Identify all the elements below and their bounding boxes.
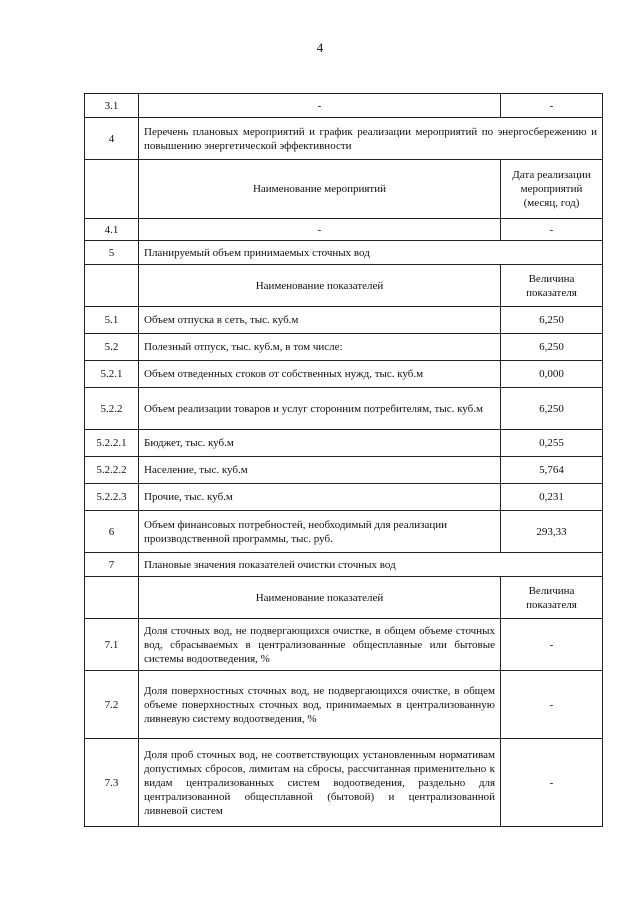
column-header-value: Величина показателя bbox=[501, 577, 603, 619]
header-row bbox=[85, 265, 603, 307]
row-name: Бюджет, тыс. куб.м bbox=[139, 430, 501, 457]
row-value: 0,231 bbox=[501, 484, 603, 511]
empty-cell bbox=[85, 160, 139, 219]
row-value: - bbox=[501, 739, 603, 827]
row-number: 5.2.2.2 bbox=[85, 457, 139, 484]
row-number: 5.2 bbox=[85, 334, 139, 361]
row-name: Полезный отпуск, тыс. куб.м, в том числе: bbox=[139, 334, 501, 361]
row-number: 7.2 bbox=[85, 671, 139, 739]
row-name: Объем отпуска в сеть, тыс. куб.м bbox=[139, 307, 501, 334]
column-header-value: Величина показателя bbox=[501, 265, 603, 307]
table-row bbox=[85, 94, 603, 118]
page-number: 4 bbox=[316, 40, 324, 55]
section-title: Планируемый объем принимаемых сточных вод bbox=[139, 241, 603, 265]
row-number: 3.1 bbox=[85, 94, 139, 118]
row-value: 0,000 bbox=[501, 361, 603, 388]
empty-cell bbox=[85, 577, 139, 619]
header-row bbox=[85, 160, 603, 219]
column-header-name: Наименование показателей bbox=[139, 265, 501, 307]
section-number: 4 bbox=[85, 118, 139, 160]
row-number: 5.1 bbox=[85, 307, 139, 334]
row-value: 6,250 bbox=[501, 307, 603, 334]
row-value: - bbox=[501, 219, 603, 241]
header-row bbox=[85, 577, 603, 619]
production-program-table bbox=[84, 93, 603, 827]
row-name: Объем реализации товаров и услуг сторонним потребителям, тыс. куб.м bbox=[139, 388, 501, 430]
row-number: 7.1 bbox=[85, 619, 139, 671]
table-row bbox=[85, 511, 603, 553]
row-value: 5,764 bbox=[501, 457, 603, 484]
section-row bbox=[85, 241, 603, 265]
column-header-value: Дата реализации мероприятий (месяц, год) bbox=[501, 160, 603, 219]
section-row bbox=[85, 553, 603, 577]
table-row bbox=[85, 484, 603, 511]
table-row bbox=[85, 307, 603, 334]
column-header-name: Наименование показателей bbox=[139, 577, 501, 619]
row-number: 5.2.2.3 bbox=[85, 484, 139, 511]
row-name: - bbox=[139, 94, 501, 118]
row-value: 293,33 bbox=[501, 511, 603, 553]
row-number: 5.2.2 bbox=[85, 388, 139, 430]
row-number: 5.2.1 bbox=[85, 361, 139, 388]
section-title: Плановые значения показателей очистки сточных вод bbox=[139, 553, 603, 577]
row-name: Население, тыс. куб.м bbox=[139, 457, 501, 484]
row-name: Объем отведенных стоков от собственных нужд, тыс. куб.м bbox=[139, 361, 501, 388]
table-row bbox=[85, 388, 603, 430]
row-value: 0,255 bbox=[501, 430, 603, 457]
section-number: 7 bbox=[85, 553, 139, 577]
row-name: Объем финансовых потребностей, необходимый для реализации производственной программы, тыс. руб. bbox=[139, 511, 501, 553]
table-row bbox=[85, 219, 603, 241]
section-row bbox=[85, 118, 603, 160]
row-number: 4.1 bbox=[85, 219, 139, 241]
table-row bbox=[85, 430, 603, 457]
column-header-name: Наименование мероприятий bbox=[139, 160, 501, 219]
row-value: 6,250 bbox=[501, 334, 603, 361]
row-name: Доля поверхностных сточных вод, не подвергающихся очистке, в общем объеме поверхностных сточных вод, принимаемых в централизованную ливневую систему водоотведения, % bbox=[139, 671, 501, 739]
table-row bbox=[85, 619, 603, 671]
row-number: 5.2.2.1 bbox=[85, 430, 139, 457]
table-row bbox=[85, 361, 603, 388]
row-name: - bbox=[139, 219, 501, 241]
row-value: 6,250 bbox=[501, 388, 603, 430]
row-name: Доля сточных вод, не подвергающихся очистке, в общем объеме сточных вод, сбрасываемых в централизованные общесплавные или бытовые системы водоотведения, % bbox=[139, 619, 501, 671]
row-value: - bbox=[501, 619, 603, 671]
row-value: - bbox=[501, 94, 603, 118]
row-number: 7.3 bbox=[85, 739, 139, 827]
empty-cell bbox=[85, 265, 139, 307]
table-row bbox=[85, 671, 603, 739]
row-number: 6 bbox=[85, 511, 139, 553]
row-value: - bbox=[501, 671, 603, 739]
row-name: Прочие, тыс. куб.м bbox=[139, 484, 501, 511]
section-number: 5 bbox=[85, 241, 139, 265]
row-name: Доля проб сточных вод, не соответствующих установленным нормативам допустимых сбросов, лимитам на сбросы, рассчитанная применительно к видам централизованных систем водоотведения, раздельно для централизованной общесплавной (бытовой) и централизованной ливневой систем bbox=[139, 739, 501, 827]
table-row bbox=[85, 334, 603, 361]
table-row bbox=[85, 457, 603, 484]
section-title: Перечень плановых мероприятий и график реализации мероприятий по энергосбережению и повышению энергетической эффективности bbox=[139, 118, 603, 160]
table-row bbox=[85, 739, 603, 827]
